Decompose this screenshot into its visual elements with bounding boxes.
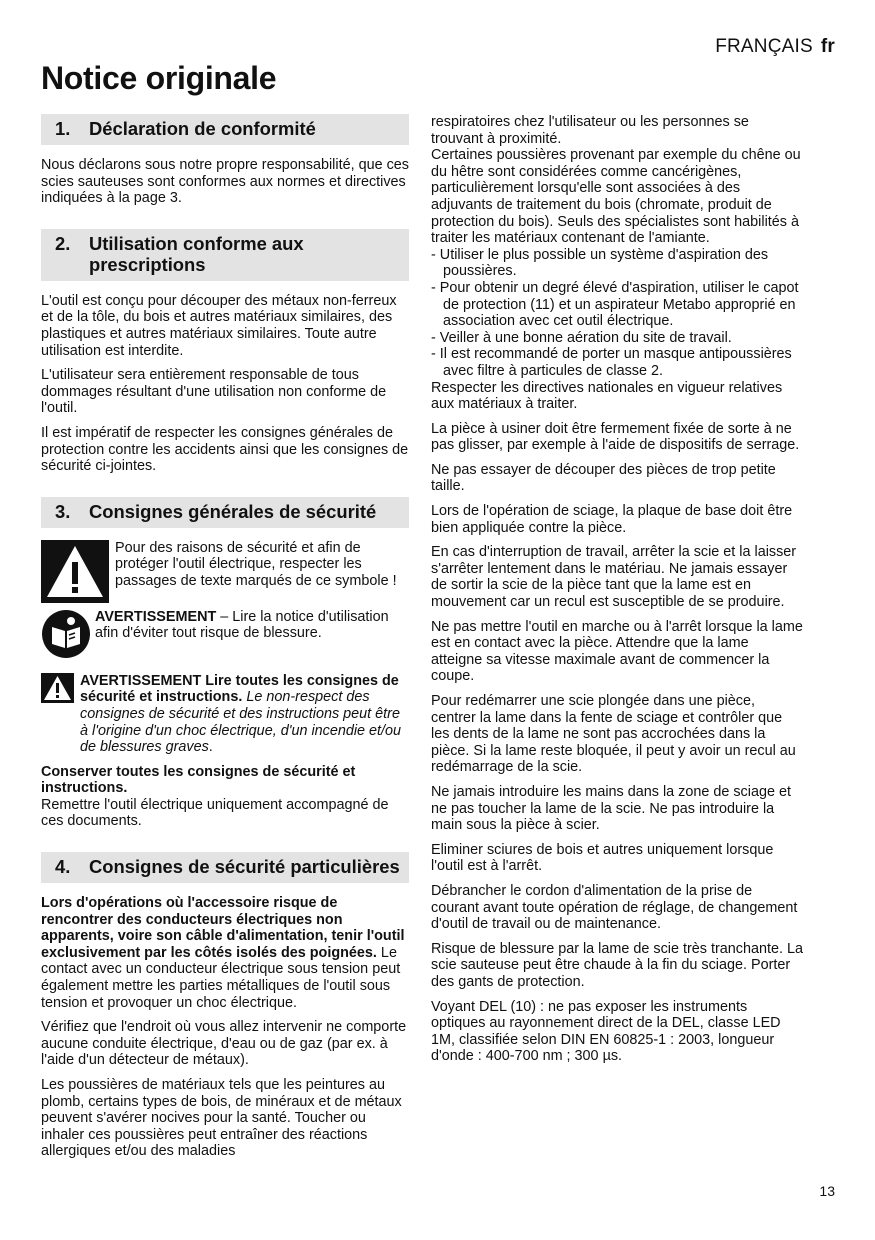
liability-paragraph: L'utilisateur sera entièrement responsable de tous dommages résultant d'une utilisation non conforme de l'outil.	[41, 367, 387, 417]
right-column	[431, 114, 803, 1073]
section-title: Déclaration de conformité	[89, 118, 316, 139]
intended-use-paragraph: L'outil est conçu pour découper des métaux non-ferreux et de la tôle, du bois et autres matériaux similaires, des plastiques et autres matériaux similaires. Toute autre utilisation est interdite.	[41, 292, 397, 359]
list-item: - Pour obtenir un degré élevé d'aspiration, utiliser le capot de protection (11) et un aspirateur Metabo approprié en association avec cet outil électrique.	[431, 280, 803, 330]
restart-paragraph: Pour redémarrer une scie plongée dans une pièce, centrer la lame dans la fente de sciage et contrôler que les dents de la lame ne sont pas accrochées dans la pièce. Si la lame reste bloquée, il peut y avoir un recul au redémarrage de la scie.	[431, 693, 796, 776]
symbol-note-text: Pour des raisons de sécurité et afin de protéger l'outil électrique, respecter les passages de texte marqués de ce symbole !	[115, 539, 397, 589]
list-item: - Il est recommandé de porter un masque antipoussières avec filtre à particules de classe 2.	[431, 346, 803, 379]
blade-injury-paragraph: Risque de blessure par la lame de scie très tranchante. La scie sauteuse peut être chaude à la fin du sciage. Porter des gants de protection.	[431, 940, 803, 990]
hidden-conductors-bold: Lors d'opérations où l'accessoire risque de rencontrer des conducteurs électriques non apparents, voire son câble d'alimentation, tenir l'outil exclusivement par les côtés isolés des poignées.	[41, 895, 405, 961]
warning-period: .	[208, 739, 213, 756]
left-column	[41, 114, 409, 1168]
check-lines-paragraph: Vérifiez que l'endroit où vous allez intervenir ne comporte aucune conduite électrique, d'eau ou de gaz (par ex. à l'aide d'un détecteur de métaux).	[41, 1019, 407, 1069]
hidden-conductors-text: Le contact avec un conducteur électrique sous tension peut également mettre les parties métalliques de l'outil sous tension et provoquer un choc électrique.	[41, 944, 401, 1011]
dust-hazard-paragraph: Les poussières de matériaux tels que les peintures au plomb, certains types de bois, de minéraux et de métaux peuvent s'avérer nocives pour la santé. Toucher ou inhaler ces poussières peut entraîner des réactions allergiques et/ou des maladies	[41, 1077, 402, 1160]
keep-instructions-text: Remettre l'outil électrique uniquement accompagné de ces documents.	[41, 796, 389, 830]
section-number: 1.	[55, 118, 71, 139]
warning-triangle-icon	[41, 540, 109, 603]
warning-consequence-text: Le non-respect des consignes de sécurité et des instructions peut être à l'origine d'un choc électrique, d'un incendie et/ou de blessures graves	[80, 689, 402, 756]
document-title: Notice originale	[41, 60, 277, 96]
dust-continuation-paragraph: respiratoires chez l'utilisateur ou les personnes se trouvant à proximité.	[431, 114, 749, 147]
unplug-paragraph: Débrancher le cordon d'alimentation de la prise de courant avant toute opération de réglage, de changement d'outil de travail ou de maintenance.	[431, 882, 798, 933]
section-number: 2.	[55, 232, 71, 254]
list-item: - Veiller à une bonne aération du site de travail.	[431, 330, 803, 347]
conformity-paragraph: Nous déclarons sous notre propre responsabilité, que ces scies sauteuses sont conformes aux normes et directives indiquées à la page 3.	[41, 157, 409, 207]
safety-symbol-note	[41, 540, 409, 603]
read-manual-warning	[41, 609, 409, 659]
language-label: FRANÇAIS	[715, 36, 813, 57]
page-number: 13	[819, 1183, 835, 1199]
section-2-heading	[41, 229, 409, 281]
workpiece-fixing-paragraph: La pièce à usiner doit être fermement fixée de sorte à ne pas glisser, par exemple à l'aide de dispositifs de serrage.	[431, 420, 800, 454]
accident-prevention-paragraph: Il est impératif de respecter les consignes générales de protection contre les accidents ainsi que les consignes de sécurité ci-jointes.	[41, 424, 409, 475]
read-all-instructions-warning	[41, 673, 409, 756]
led-paragraph: Voyant DEL (10) : ne pas exposer les instruments optiques au rayonnement direct de la DEL, classe LED 1M, classifiée selon DIN EN 60825-1 : 2003, longueur d'onde : 400-700 nm ; 300 µs.	[431, 998, 781, 1065]
warning-text: – Lire la notice d'utilisation afin d'éviter tout risque de blessure.	[95, 608, 389, 642]
section-4-heading	[41, 852, 409, 883]
section-title: Consignes de sécurité particulières	[89, 856, 400, 878]
hands-paragraph: Ne jamais introduire les mains dans la zone de sciage et ne pas toucher la lame de la scie. Ne pas introduire la main sous la pièce à scier.	[431, 783, 791, 834]
sawdust-paragraph: Eliminer sciures de bois et autres uniquement lorsque l'outil est à l'arrêt.	[431, 841, 774, 875]
list-item: - Utiliser le plus possible un système d'aspiration des poussières.	[431, 247, 803, 280]
section-number: 4.	[55, 856, 71, 878]
hidden-conductors-paragraph	[41, 895, 409, 1011]
section-number: 3.	[55, 500, 71, 522]
work-interruption-paragraph: En cas d'interruption de travail, arrêter la scie et la laisser s'arrêter lentement dans le matériau. Ne jamais essayer de sortir la scie de la pièce tant que la lame est en mouvement car un recul est susceptible de se produire.	[431, 544, 797, 611]
page-language-header	[715, 36, 835, 58]
section-title: Utilisation conforme aux prescriptions	[89, 232, 304, 275]
section-1-heading	[41, 114, 409, 145]
language-code: fr	[820, 36, 835, 57]
read-manual-icon	[41, 609, 91, 659]
keep-instructions-paragraph	[41, 764, 409, 830]
carcinogenic-dust-paragraph: Certaines poussières provenant par exemple du chêne ou du hêtre sont considérées comme cancérigènes, particulièrement lorsqu'elle sont associées à des adjuvants de traitement du bois (chromate, produit de protection du bois). Seuls des spécialistes sont habilités à traiter les matériaux contenant de l'amiante.	[431, 147, 801, 247]
small-pieces-paragraph: Ne pas essayer de découper des pièces de trop petite taille.	[431, 461, 776, 495]
base-plate-paragraph: Lors de l'opération de sciage, la plaque de base doit être bien appliquée contre la pièce.	[431, 503, 793, 536]
warning-heading: AVERTISSEMENT Lire toutes les consignes de sécurité et instructions.	[80, 672, 399, 706]
keep-instructions-heading: Conserver toutes les consignes de sécurité et instructions.	[41, 763, 356, 797]
section-3-heading	[41, 497, 409, 528]
warning-triangle-small-icon	[41, 673, 74, 703]
section-title: Consignes générales de sécurité	[89, 500, 377, 522]
switching-paragraph: Ne pas mettre l'outil en marche ou à l'arrêt lorsque la lame est en contact avec la pièce. Attendre que la lame atteigne sa vitesse maximale avant de commencer la coupe.	[431, 618, 803, 685]
warning-label: AVERTISSEMENT	[95, 608, 217, 625]
national-directives-paragraph: Respecter les directives nationales en vigueur relatives aux matériaux à traiter.	[431, 379, 783, 413]
dust-measures-list	[431, 247, 803, 380]
